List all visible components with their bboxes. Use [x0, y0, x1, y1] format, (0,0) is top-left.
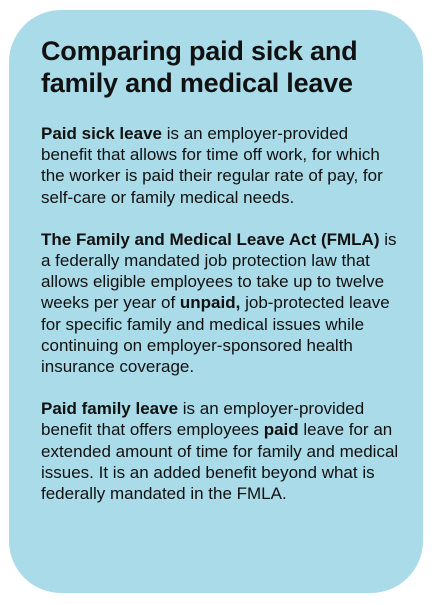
card-title: Comparing paid sick and family and medical leave: [41, 36, 358, 98]
fmla-definition-end: job-protected leave for specific family and medical issues while continuing on employer-sponsored health insurance coverage.: [41, 293, 390, 377]
paid-sick-leave-paragraph: [41, 123, 403, 208]
fmla-definition-start: is a federally mandated job protection law that allows eligible employees to take up to twelve weeks per year of: [41, 229, 397, 313]
fmla-term: The Family and Medical Leave Act (FMLA): [41, 229, 380, 249]
paid-family-leave-term: Paid family leave: [41, 399, 179, 419]
paid-family-leave-paragraph: [41, 398, 403, 504]
paid-family-leave-definition-start: is an employer-provided benefit that offers employees: [41, 399, 365, 440]
paid-family-leave-emphasis-paid: paid: [263, 420, 299, 440]
paid-sick-leave-definition: is an employer-provided benefit that allows for time off work, for which the worker is paid their regular rate of pay, for self-care or family medical needs.: [41, 124, 383, 207]
paid-family-leave-definition-end: leave for an extended amount of time for family and medical issues. It is an added benefit beyond what is federally mandated in the FMLA.: [41, 420, 399, 504]
fmla-emphasis-unpaid: unpaid,: [179, 293, 241, 313]
info-card: [9, 10, 423, 593]
fmla-paragraph: [41, 229, 403, 377]
paid-sick-leave-term: Paid sick leave: [41, 124, 162, 143]
